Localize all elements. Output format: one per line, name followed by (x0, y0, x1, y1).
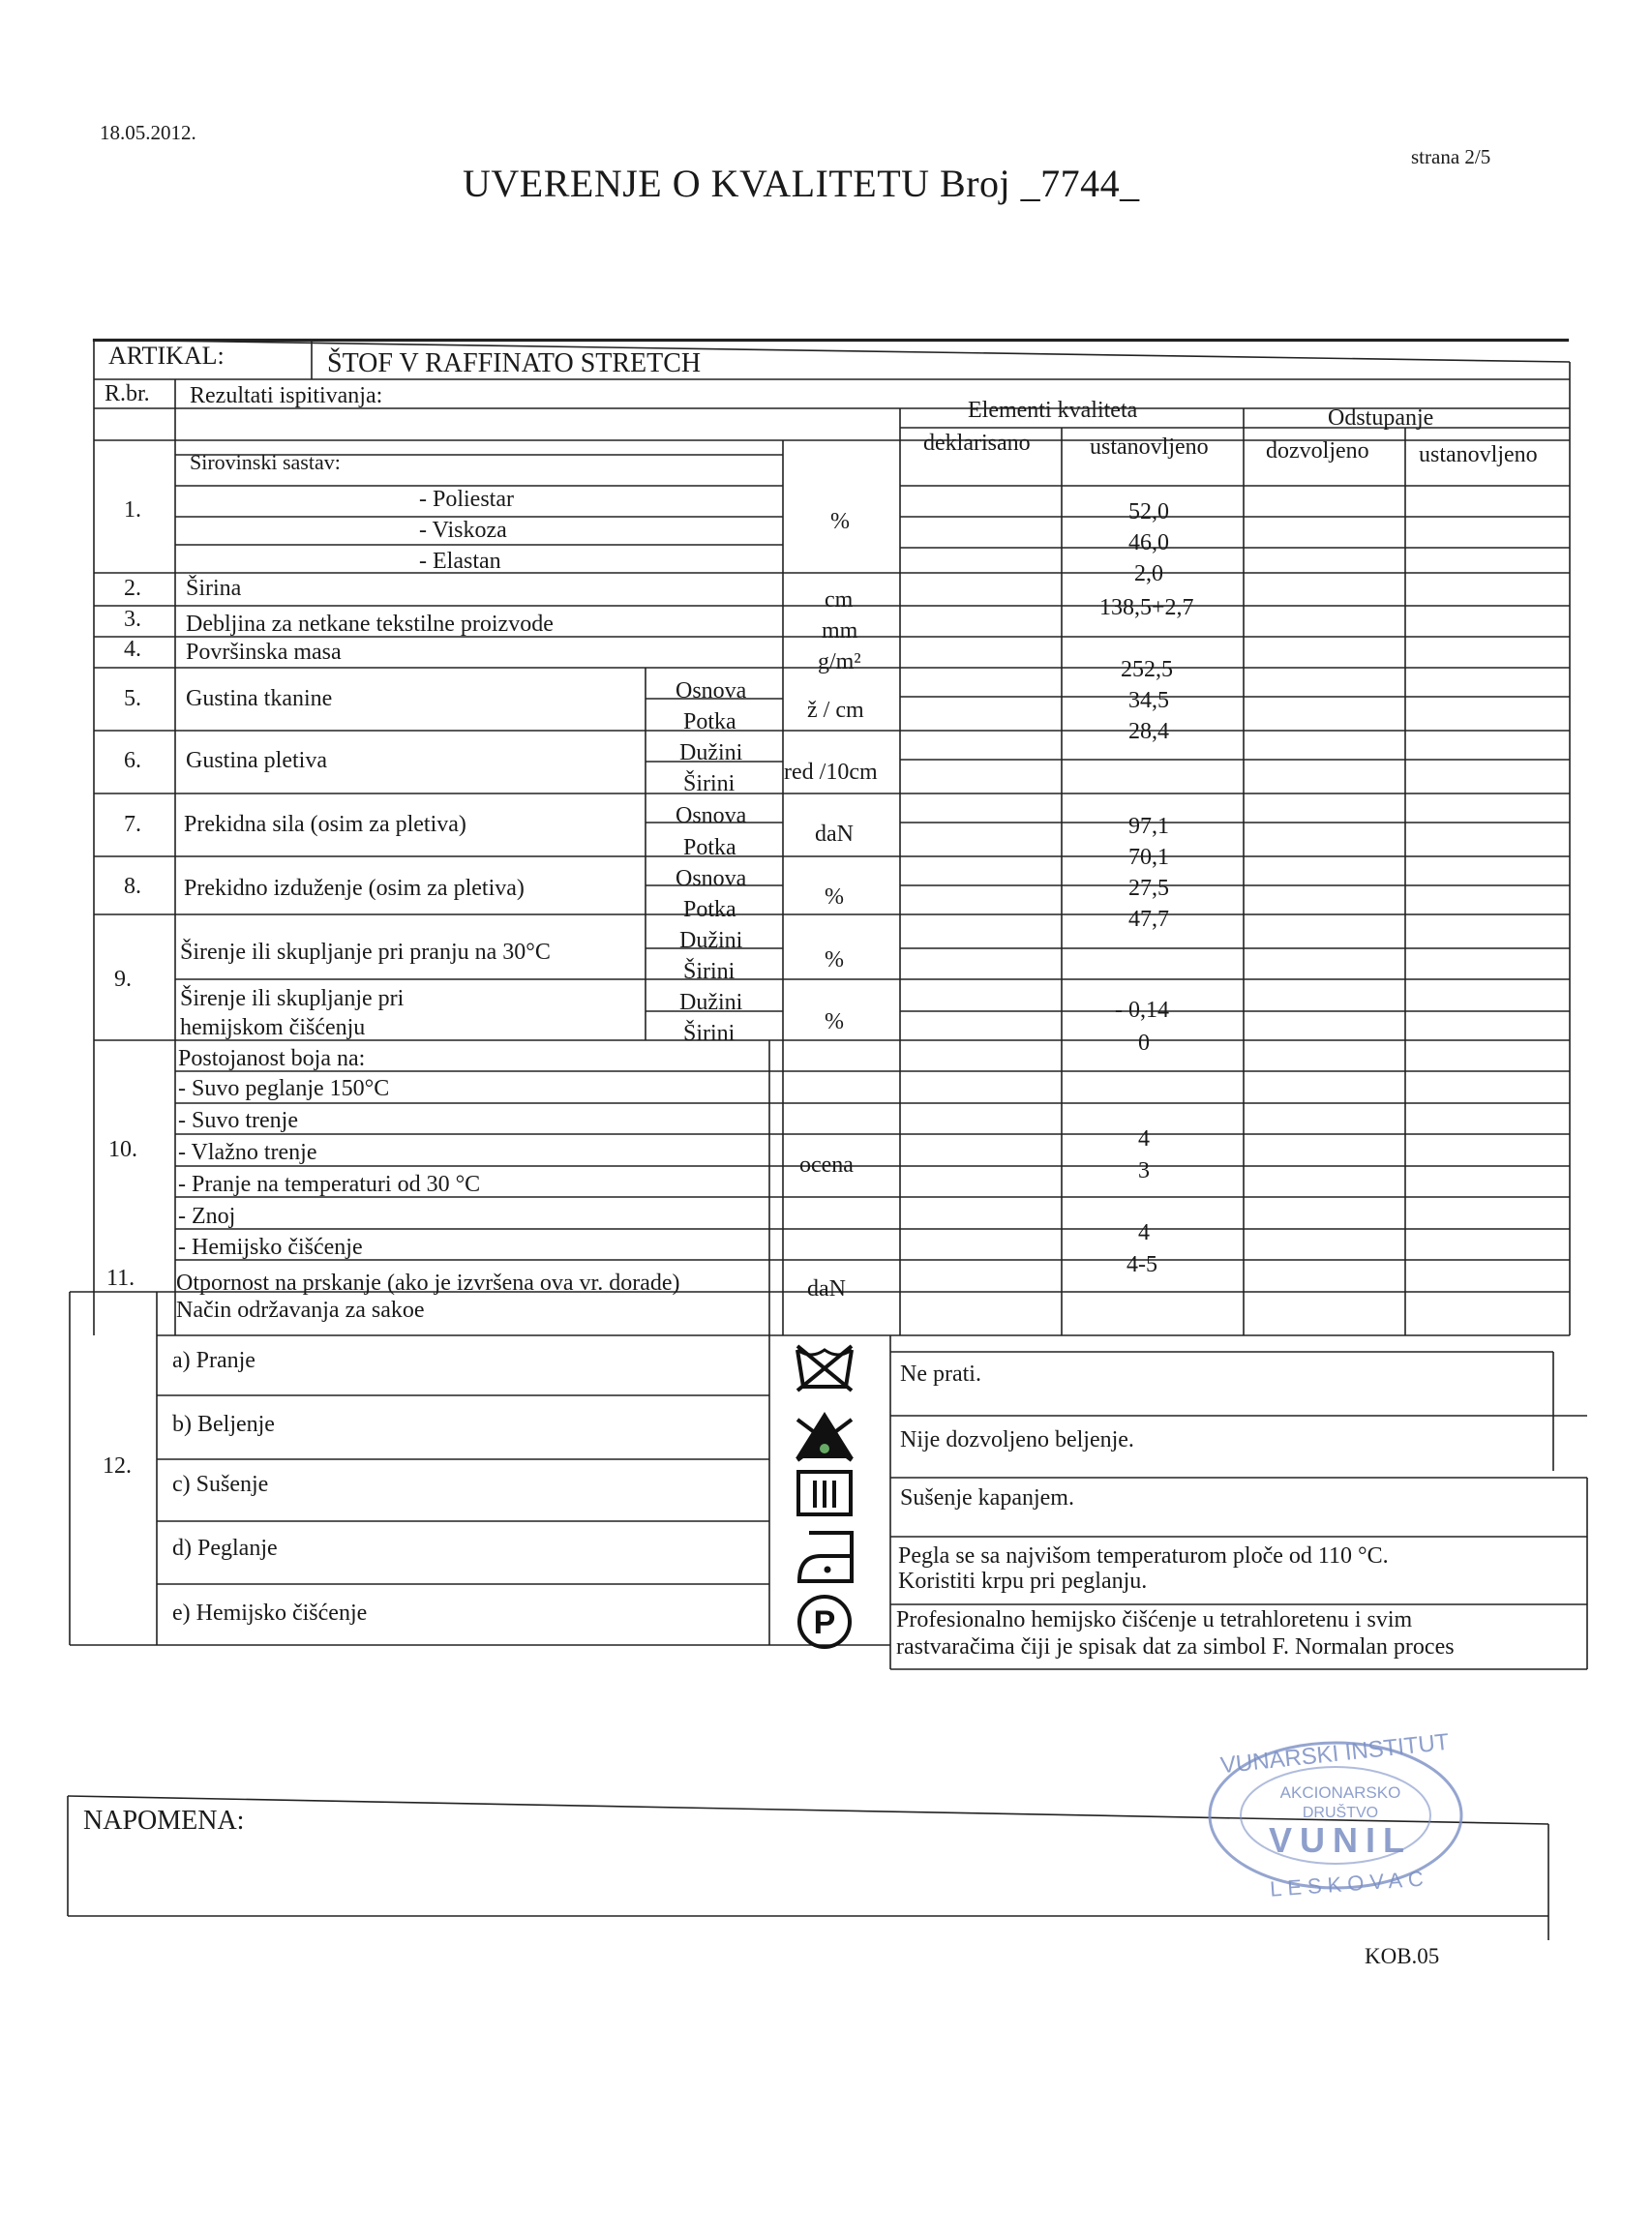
care-text-ironing: Koristiti krpu pri peglanju. (898, 1569, 1148, 1594)
row-number: 4. (124, 637, 141, 662)
row-label: Prekidna sila (osim za pletiva) (184, 812, 466, 837)
row-sub: Potka (683, 709, 736, 734)
row-item: - Vlažno trenje (178, 1140, 317, 1165)
row-sub: Dužini (679, 990, 743, 1015)
declared-label: deklarisano (923, 431, 1031, 456)
dry-clean-letter: P (813, 1604, 836, 1641)
row-item: - Znoj (178, 1204, 236, 1229)
row-number: 5. (124, 686, 141, 711)
row-unit: daN (807, 1276, 846, 1302)
row-label: Gustina tkanine (186, 686, 333, 711)
row-value: 4 (1138, 1220, 1150, 1245)
care-text-drycleaning: Profesionalno hemijsko čišćenje u tetrahloretenu i svim (896, 1607, 1413, 1632)
care-text-drycleaning: rastvaračima čiji je spisak dat za simbol F. Normalan proces (896, 1634, 1455, 1660)
company-stamp (1195, 1719, 1476, 1912)
row-value: 97,1 (1128, 814, 1169, 839)
care-text-washing: Ne prati. (900, 1362, 981, 1387)
row-sub: Širini (683, 959, 736, 984)
care-text-ironing: Pegla se sa najvišom temperaturom ploče od 110 °C. (898, 1543, 1389, 1569)
row-unit: red /10cm (784, 760, 878, 785)
row-value: 46,0 (1128, 530, 1169, 555)
row-label: Širina (186, 576, 242, 601)
row-sub: Širini (683, 771, 736, 796)
row-title: Način održavanja za sakoe (176, 1298, 425, 1323)
row-unit: daN (815, 822, 854, 847)
no-bleach-icon (792, 1408, 857, 1462)
row-value: 27,5 (1128, 876, 1169, 901)
row-item: - Poliestar (419, 487, 514, 512)
drip-dry-icon (796, 1469, 854, 1517)
row-sub: Potka (683, 897, 736, 922)
artikal-label: ARTIKAL: (108, 342, 225, 370)
row-number: 12. (103, 1453, 132, 1479)
row-value: 4-5 (1126, 1252, 1157, 1277)
row-item: - Pranje na temperaturi od 30 °C (178, 1172, 481, 1197)
row-label: Gustina pletiva (186, 748, 327, 773)
row-value: - 0,14 (1115, 998, 1169, 1023)
row-value: 0 (1138, 1031, 1150, 1056)
care-label-washing: a) Pranje (172, 1348, 255, 1373)
row-value: 47,7 (1128, 907, 1169, 932)
row-value: 138,5+2,7 (1099, 595, 1194, 620)
row-number: 11. (106, 1266, 135, 1291)
rbr-label: R.br. (105, 381, 150, 406)
row-unit: mm (822, 618, 858, 644)
row-value: 70,1 (1128, 845, 1169, 870)
care-text-drying: Sušenje kapanjem. (900, 1485, 1074, 1511)
row-sub: Potka (683, 835, 736, 860)
results-label: Rezultati ispitivanja: (190, 383, 383, 408)
row-unit: % (825, 884, 844, 910)
row-label: Širenje ili skupljanje pri (180, 986, 405, 1011)
care-label-ironing: d) Peglanje (172, 1536, 278, 1561)
row-unit: % (825, 947, 844, 973)
row-unit: cm (825, 587, 854, 613)
svg-text:VUNARSKI INSTITUT: VUNARSKI INSTITUT (1218, 1728, 1451, 1780)
svg-text:LESKOVAC: LESKOVAC (1269, 1866, 1430, 1901)
care-label-bleaching: b) Beljenje (172, 1412, 275, 1437)
row-number: 8. (124, 874, 141, 899)
row-unit: % (830, 509, 850, 534)
form-code: KOB.05 (1365, 1944, 1440, 1968)
row-value: 2,0 (1134, 561, 1163, 586)
row-label: Prekidno izduženje (osim za pletiva) (184, 876, 525, 901)
row-item: - Hemijsko čišćenje (178, 1235, 363, 1260)
row-title: Sirovinski sastav: (190, 450, 341, 474)
row-label: Otpornost na prskanje (ako je izvršena ova vr. dorade) (176, 1271, 680, 1296)
row-item: - Suvo trenje (178, 1108, 298, 1133)
row-unit: g/m² (818, 649, 861, 674)
row-sub: Osnova (676, 866, 747, 891)
row-value: 52,0 (1128, 499, 1169, 524)
row-label: hemijskom čišćenju (180, 1015, 366, 1040)
care-text-bleaching: Nije dozvoljeno beljenje. (900, 1427, 1134, 1452)
svg-text:AKCIONARSKO: AKCIONARSKO (1279, 1783, 1401, 1802)
row-unit: % (825, 1009, 844, 1034)
row-title: Postojanost boja na: (178, 1046, 366, 1071)
row-sub: Osnova (676, 678, 747, 703)
row-item: - Suvo peglanje 150°C (178, 1076, 390, 1101)
row-sub: Osnova (676, 803, 747, 828)
row-sub: Dužini (679, 928, 743, 953)
row-value: 3 (1138, 1158, 1150, 1183)
row-number: 7. (124, 812, 141, 837)
row-number: 9. (114, 967, 132, 992)
row-item: - Elastan (419, 549, 501, 574)
note-label: NAPOMENA: (83, 1806, 245, 1836)
svg-text:DRUŠTVO: DRUŠTVO (1302, 1805, 1379, 1821)
document-date: 18.05.2012. (100, 121, 196, 144)
page-number: strana 2/5 (1411, 145, 1491, 168)
allowed-label: dozvoljeno (1266, 438, 1369, 464)
row-label: Širenje ili skupljanje pri pranju na 30°C (180, 940, 551, 965)
row-number: 1. (124, 497, 141, 523)
row-number: 10. (108, 1137, 137, 1162)
row-sub: Dužini (679, 740, 743, 765)
row-unit: ocena (799, 1152, 854, 1178)
row-number: 2. (124, 576, 141, 601)
document-title: UVERENJE O KVALITETU Broj _7744_ (463, 162, 1140, 205)
artikal-value: ŠTOF V RAFFINATO STRETCH (327, 348, 702, 378)
row-sub: Širini (683, 1021, 736, 1046)
deviation-label: Odstupanje (1328, 405, 1434, 431)
row-value: 4 (1138, 1126, 1150, 1152)
row-value: 28,4 (1128, 719, 1169, 744)
row-item: - Viskoza (419, 518, 507, 543)
row-value: 252,5 (1121, 657, 1173, 682)
care-label-drycleaning: e) Hemijsko čišćenje (172, 1601, 368, 1626)
row-number: 3. (124, 607, 141, 632)
dry-clean-p-icon (796, 1593, 854, 1651)
svg-text:VUNIL: VUNIL (1269, 1820, 1412, 1860)
established2-label: ustanovljeno (1419, 442, 1538, 467)
row-label: Debljina za netkane tekstilne proizvode (186, 612, 554, 637)
established-label: ustanovljeno (1090, 434, 1209, 460)
row-value: 34,5 (1128, 688, 1169, 713)
care-label-drying: c) Sušenje (172, 1472, 269, 1497)
elements-label: Elementi kvaliteta (968, 398, 1138, 423)
row-unit: ž / cm (807, 698, 864, 723)
row-number: 6. (124, 748, 141, 773)
row-label: Površinska masa (186, 640, 342, 665)
iron-low-icon (796, 1527, 859, 1587)
do-not-wash-icon (794, 1342, 856, 1392)
